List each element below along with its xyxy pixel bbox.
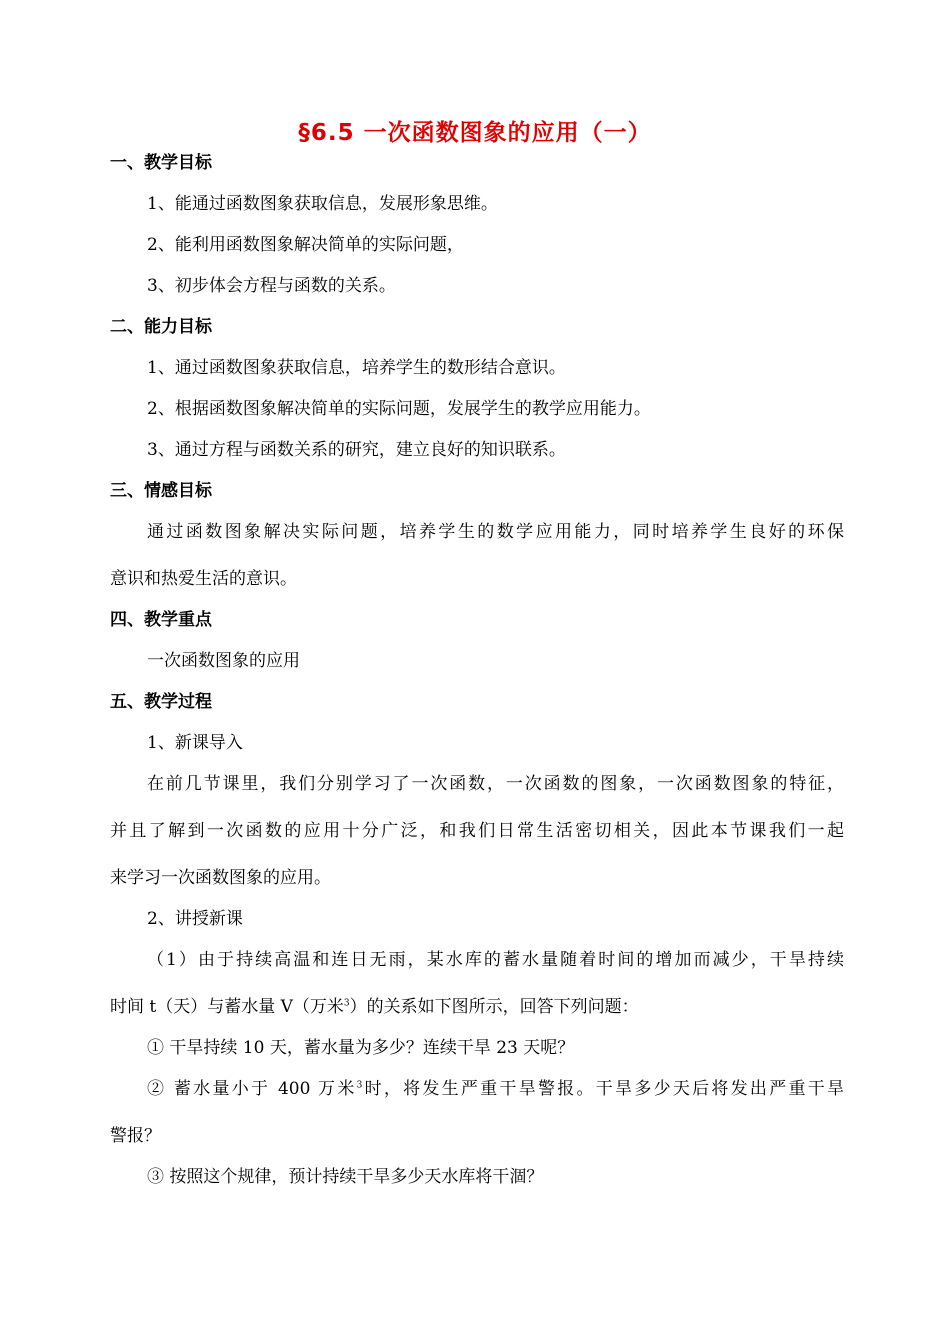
- section-heading-teaching-goals: 一、教学目标: [110, 153, 212, 173]
- paragraph-line: 在前几节课里，我们分别学习了一次函数，一次函数的图象，一次函数图象的特征，: [147, 774, 844, 794]
- text-span: ）的关系如下图所示，回答下列问题：: [349, 997, 639, 1017]
- question-item: [147, 1079, 844, 1099]
- superscript: 3: [356, 1080, 363, 1091]
- list-item: 1、能通过函数图象获取信息，发展形象思维。: [147, 194, 498, 214]
- list-item: 2、根据函数图象解决简单的实际问题，发展学生的教学应用能力。: [147, 399, 651, 419]
- paragraph-line: [110, 997, 639, 1017]
- text-span: 时，将发生严重干旱警报。干旱多少天后将发出严重干旱: [362, 1079, 844, 1099]
- paragraph-line: 并且了解到一次函数的应用十分广泛，和我们日常生活密切相关，因此本节课我们一起: [110, 821, 844, 841]
- section-heading-ability-goals: 二、能力目标: [110, 317, 212, 337]
- question-item: ③ 按照这个规律，预计持续干旱多少天水库将干涸？: [147, 1167, 544, 1187]
- paragraph-line: 一次函数图象的应用: [147, 651, 300, 671]
- question-item: ① 干旱持续 10 天，蓄水量为多少？连续干旱 23 天呢？: [147, 1038, 575, 1058]
- section-heading-key-points: 四、教学重点: [110, 610, 212, 630]
- subsection-heading: 1、新课导入: [147, 733, 243, 753]
- subsection-heading: 2、讲授新课: [147, 909, 243, 929]
- list-item: 3、初步体会方程与函数的关系。: [147, 276, 396, 296]
- paragraph-line: 来学习一次函数图象的应用。: [110, 868, 331, 888]
- section-heading-emotional-goals: 三、情感目标: [110, 481, 212, 501]
- page-title: §6.5 一次函数图象的应用（一）: [298, 120, 652, 146]
- section-heading-teaching-process: 五、教学过程: [110, 692, 212, 712]
- paragraph-line: 通过函数图象解决实际问题，培养学生的数学应用能力，同时培养学生良好的环保: [147, 522, 844, 542]
- superscript: 3: [343, 998, 350, 1009]
- list-item: 1、通过函数图象获取信息，培养学生的数形结合意识。: [147, 358, 566, 378]
- text-span: ② 蓄水量小于 400 万米: [147, 1079, 357, 1099]
- paragraph-line: （1）由于持续高温和连日无雨，某水库的蓄水量随着时间的增加而减少，干旱持续: [147, 950, 844, 970]
- list-item: 3、通过方程与函数关系的研究，建立良好的知识联系。: [147, 440, 566, 460]
- paragraph-line: 警报？: [110, 1126, 161, 1146]
- paragraph-line: 意识和热爱生活的意识。: [110, 569, 297, 589]
- list-item: 2、能利用函数图象解决简单的实际问题，: [147, 235, 464, 255]
- text-span: 时间 t（天）与蓄水量 V（万米: [110, 997, 344, 1017]
